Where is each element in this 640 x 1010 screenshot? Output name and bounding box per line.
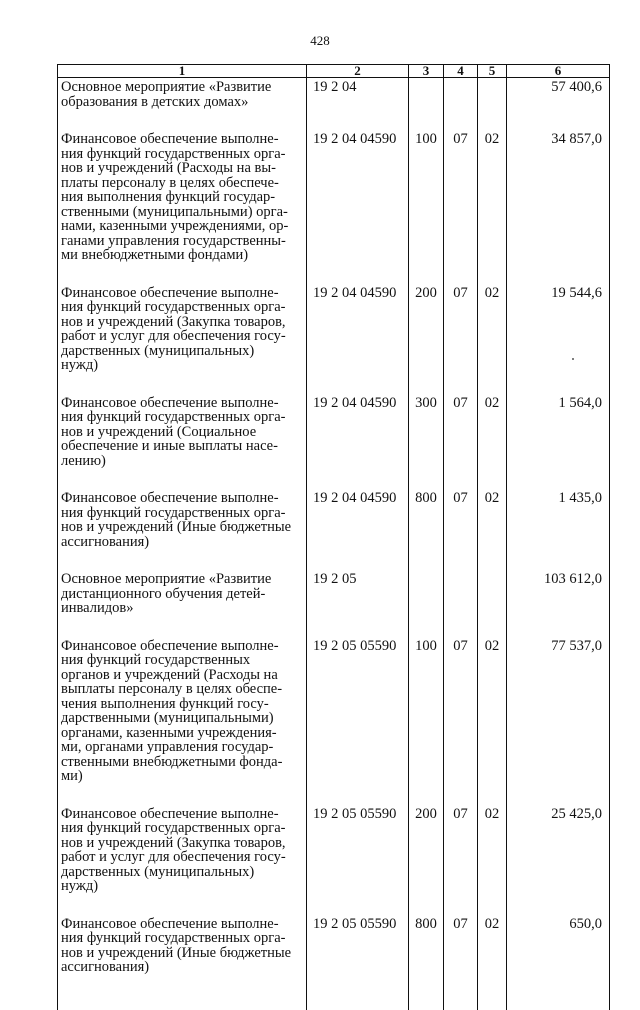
row-name: Финансовое обеспечение выполне- ния функций государственных орга- нов и учреждений (Закупка товаров, работ и услуг для обеспечения госу- дарственных (муниципальных) нужд) — [61, 805, 286, 894]
row-amount: 650,0 — [507, 915, 610, 996]
row-col4: 07 — [444, 130, 478, 284]
table-row — [58, 805, 610, 915]
row-col4: 07 — [444, 284, 478, 394]
row-name: Основное мероприятие «Развитие дистанционного обучения детей- инвалидов» — [61, 571, 272, 616]
row-name: Финансовое обеспечение выполне- ния функций государственных орга- нов и учреждений (Иные бюджетные ассигнования) — [61, 490, 292, 550]
row-col5 — [478, 570, 507, 637]
row-col4: 07 — [444, 805, 478, 915]
row-code: 19 2 05 05590 — [307, 805, 409, 915]
row-col3: 200 — [409, 805, 444, 915]
row-col5: 02 — [478, 915, 507, 996]
row-amount: 103 612,0 — [507, 570, 610, 637]
column-header-6: 6 — [507, 65, 610, 78]
column-header-3: 3 — [409, 65, 444, 78]
row-col5: 02 — [478, 637, 507, 805]
row-code: 19 2 05 05590 — [307, 637, 409, 805]
row-amount: 1 435,0 — [507, 489, 610, 570]
row-amount: 57 400,6 — [507, 78, 610, 131]
table-body — [58, 78, 610, 1010]
row-code: 19 2 04 04590 — [307, 130, 409, 284]
row-code: 19 2 05 — [307, 570, 409, 637]
row-code: 19 2 04 04590 — [307, 489, 409, 570]
row-code: 19 2 04 04590 — [307, 394, 409, 490]
column-header-4: 4 — [444, 65, 478, 78]
row-col5 — [478, 78, 507, 131]
table-header-row — [58, 65, 610, 78]
column-header-5: 5 — [478, 65, 507, 78]
budget-table-container — [57, 63, 609, 975]
row-amount: 25 425,0 — [507, 805, 610, 915]
row-code: 19 2 04 — [307, 78, 409, 131]
row-col3: 300 — [409, 394, 444, 490]
row-name: Основное мероприятие «Развитие образования в детских домах» — [61, 79, 272, 110]
row-col4: 07 — [444, 394, 478, 490]
table-row — [58, 130, 610, 284]
row-col4: 07 — [444, 489, 478, 570]
row-col4 — [444, 78, 478, 131]
row-name: Финансовое обеспечение выполне- ния функций государственных органов и учреждений (Расходы на выплаты персоналу в целях обеспе- чения выполнения функций госу- дарственными (муниципальными) органами, казенными учреждения- ми, органами управления государ- ственными внебюджетными фонда- ми) — [61, 637, 283, 784]
row-col5: 02 — [478, 489, 507, 570]
row-col3 — [409, 78, 444, 131]
row-col3: 800 — [409, 915, 444, 996]
page-number: 428 — [310, 33, 330, 48]
row-code: 19 2 04 04590 — [307, 284, 409, 394]
row-name: Финансовое обеспечение выполне- ния функций государственных орга- нов и учреждений (Иные бюджетные ассигнования) — [61, 915, 292, 975]
column-header-2: 2 — [307, 65, 409, 78]
row-col4 — [444, 570, 478, 637]
row-col3: 100 — [409, 130, 444, 284]
table-bottom-spacer — [58, 996, 610, 1010]
row-amount: 1 564,0 — [507, 394, 610, 490]
row-col5: 02 — [478, 284, 507, 394]
row-col5: 02 — [478, 394, 507, 490]
table-row — [58, 394, 610, 490]
table-row — [58, 78, 610, 131]
row-amount: 34 857,0 — [507, 130, 610, 284]
row-col5: 02 — [478, 130, 507, 284]
table-row — [58, 284, 610, 394]
row-col3 — [409, 570, 444, 637]
row-name: Финансовое обеспечение выполне- ния функций государственных орга- нов и учреждений (Социальное обеспечение и иные выплаты насе- лению) — [61, 394, 286, 469]
row-col3: 200 — [409, 284, 444, 394]
table-row — [58, 637, 610, 805]
row-name: Финансовое обеспечение выполне- ния функций государственных орга- нов и учреждений (Расходы на вы- платы персоналу в целях обеспече- ния выполнения функций государ- ственными (муниципальными) орга- нами, казенными учреждениями, ор- ганами управления государственны- ми внебюджетными фондами) — [61, 131, 289, 263]
budget-table — [57, 64, 610, 1010]
row-col3: 800 — [409, 489, 444, 570]
table-row — [58, 570, 610, 637]
row-name: Финансовое обеспечение выполне- ния функций государственных орга- нов и учреждений (Закупка товаров, работ и услуг для обеспечения госу- дарственных (муниципальных) нужд) — [61, 284, 286, 373]
table-row — [58, 915, 610, 996]
row-col3: 100 — [409, 637, 444, 805]
table-row — [58, 489, 610, 570]
row-col4: 07 — [444, 915, 478, 996]
row-col4: 07 — [444, 637, 478, 805]
column-header-1: 1 — [58, 65, 307, 78]
row-amount: 77 537,0 — [507, 637, 610, 805]
scan-speck — [572, 358, 574, 360]
row-code: 19 2 05 05590 — [307, 915, 409, 996]
row-amount: 19 544,6 — [507, 284, 610, 394]
row-col5: 02 — [478, 805, 507, 915]
